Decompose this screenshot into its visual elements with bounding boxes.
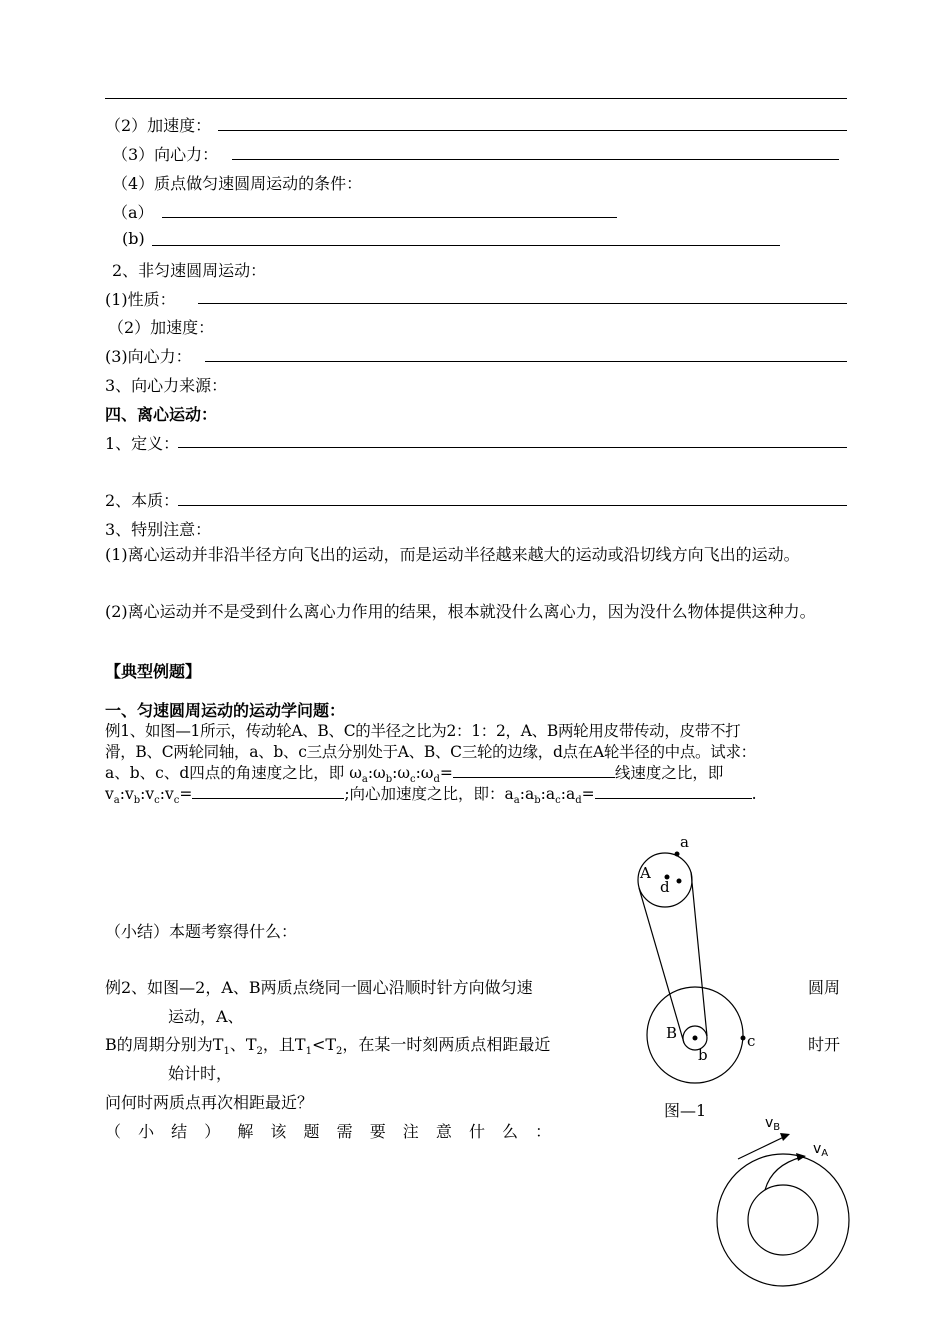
cond-a-label: （a） xyxy=(112,203,154,222)
def-blank xyxy=(178,447,847,448)
label-vb-sub: B xyxy=(773,1122,781,1133)
ex1-line3: a、b、c、d四点的角速度之比，即 $\omega_a:\omega_b:\omega_c:\omega_d=$ 线速度之比，即 xyxy=(105,764,724,786)
summary-2: （ 小 结 ） 解 该 题 需 要 注 意 什 么 ： xyxy=(105,1122,558,1141)
ex2-line2: 运动，A、 xyxy=(168,1007,244,1026)
ex2-line3-right: 时开 xyxy=(808,1035,841,1054)
nu-nature-label: (1)性质： xyxy=(105,290,176,309)
acceleration-blank xyxy=(595,784,752,799)
point-d2 xyxy=(677,879,682,884)
vector-vb xyxy=(738,1135,788,1159)
label-vb-v: v xyxy=(765,1115,774,1131)
cond-b-blank xyxy=(152,245,780,246)
ex2-line5: 问何时两质点再次相距最近？ xyxy=(105,1093,314,1112)
essence-label: 2、本质： xyxy=(105,491,180,510)
nu-accel-label: （2）加速度： xyxy=(108,318,215,337)
wheel-c xyxy=(647,987,743,1083)
label-va xyxy=(813,1141,828,1159)
ex1-line1: 例1、如图—1所示，传动轮A、B、C的半径之比为2：1：2，A、B两轮用皮带传动，皮带不打 xyxy=(105,722,741,740)
belt-right xyxy=(691,872,707,1036)
ex2-line3-text: B的周期分别为T xyxy=(105,1035,224,1054)
outer-orbit xyxy=(717,1154,849,1286)
ex2-line4: 始计时， xyxy=(168,1064,233,1083)
figure-1-caption: 图—1 xyxy=(664,1101,707,1120)
label-va-v: v xyxy=(813,1141,822,1157)
linear-velocity-blank xyxy=(192,784,344,799)
label-c: c xyxy=(747,1032,756,1050)
ex2-line1: 例2、如图—2，A、B两质点绕同一圆心沿顺时针方向做匀速 xyxy=(105,978,533,997)
source-label: 3、向心力来源： xyxy=(105,376,228,395)
section4-title: 四、离心运动： xyxy=(105,405,218,424)
accel-blank xyxy=(218,130,847,131)
examples-title: 【典型例题】 xyxy=(105,662,202,681)
point-c xyxy=(741,1036,746,1041)
nonuniform-title: 2、非匀速圆周运动： xyxy=(112,261,267,280)
ex1-line3-text: a、b、c、d四点的角速度之比，即 ω xyxy=(105,764,362,782)
nu-nature-blank xyxy=(198,303,847,304)
ex1-line3-linear: 线速度之比，即 xyxy=(614,764,724,782)
label-B: B xyxy=(666,1024,678,1042)
note-2: (2)离心运动并不是受到什么离心力作用的结果，根本就没什么离心力，因为没什么物体提供这种力。 xyxy=(105,602,816,621)
summary-1: （小结）本题考察得什么： xyxy=(105,922,298,941)
cond-b-label: (b) xyxy=(122,229,145,248)
example-section-1: 一、匀速圆周运动的运动学问题： xyxy=(105,701,346,720)
nu-force-label: (3)向心力： xyxy=(105,347,192,366)
notes-label: 3、特别注意： xyxy=(105,520,212,539)
uniform-condition-label: （4）质点做匀速圆周运动的条件： xyxy=(112,174,363,193)
def-label: 1、定义： xyxy=(105,434,180,453)
note-1: (1)离心运动并非沿半径方向飞出的运动，而是运动半径越来越大的运动或沿切线方向飞出的运动。 xyxy=(105,545,800,564)
point-b xyxy=(693,1036,698,1041)
vector-vb-head xyxy=(780,1133,790,1141)
label-a: a xyxy=(680,833,689,851)
figure-1 xyxy=(630,830,760,1090)
nu-force-blank xyxy=(205,361,847,362)
label-b: b xyxy=(698,1046,708,1064)
inner-orbit xyxy=(748,1185,818,1255)
label-va-sub: A xyxy=(821,1148,829,1159)
accel-label: （2）加速度： xyxy=(105,116,212,135)
top-rule xyxy=(105,98,847,99)
cond-a-blank xyxy=(162,217,617,218)
label-A: A xyxy=(640,864,651,882)
label-vb xyxy=(765,1115,780,1133)
ex2-line1-right: 圆周 xyxy=(808,978,841,997)
point-a xyxy=(675,852,680,857)
centripetal-blank xyxy=(232,159,839,160)
ex1-line4-text: ;向心加速度之比，即： xyxy=(344,785,505,803)
ex1-line4: $v_a:v_b:v_c:v_c=$ ;向心加速度之比，即：$a_a:a_b:a_c:a_d=$ . xyxy=(105,785,757,807)
belt-left xyxy=(639,888,684,1043)
essence-blank xyxy=(178,505,847,506)
ex1-line2: 滑，B、C两轮同轴，a、b、c三点分别处于A、B、C三轮的边缘，d点在A轮半径的中点。试求： xyxy=(105,743,756,761)
centripetal-label: （3）向心力： xyxy=(112,145,219,164)
figure-2 xyxy=(710,1105,860,1290)
label-d: d xyxy=(660,878,670,896)
ex2-line3: B的周期分别为$T_1$、$T_2$，且$T_1<T_2$，在某一时刻两质点相距最近 xyxy=(105,1035,551,1058)
angular-velocity-blank xyxy=(453,763,615,778)
